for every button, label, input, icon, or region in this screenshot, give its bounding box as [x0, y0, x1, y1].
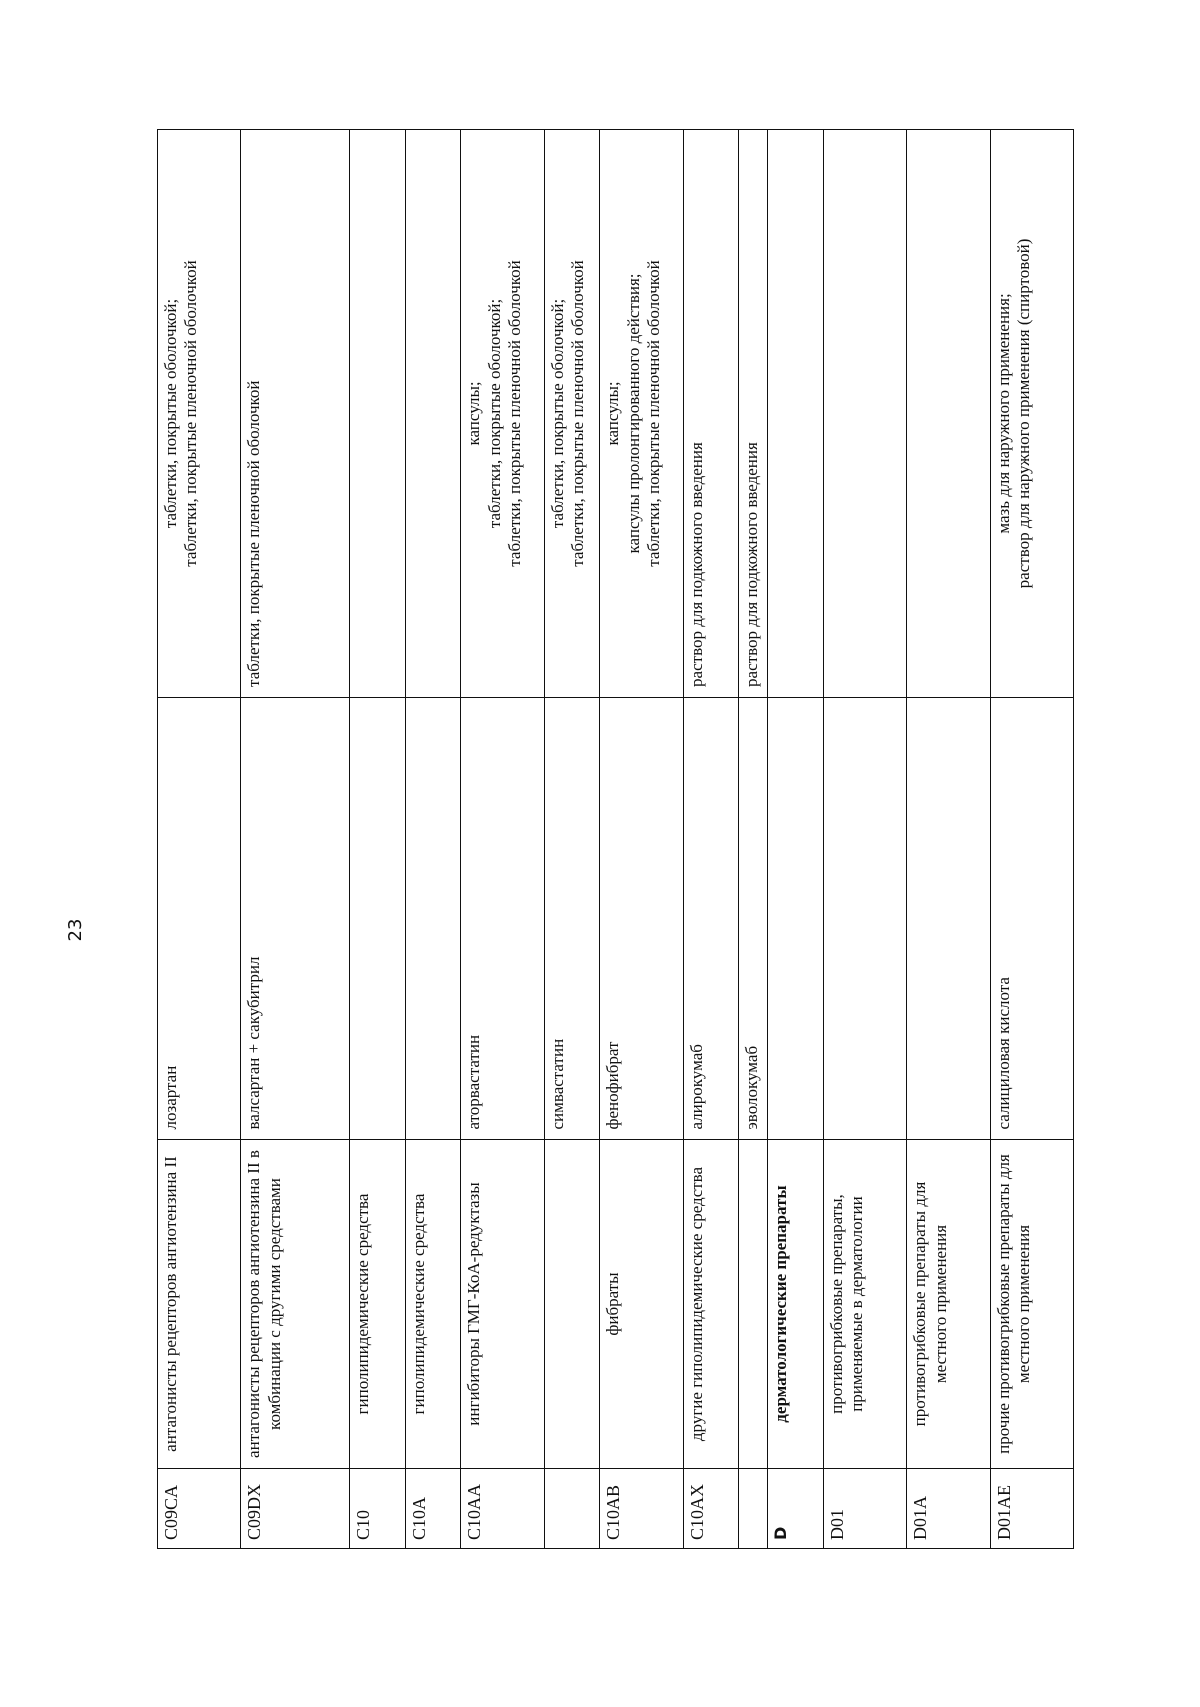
- page-number: 23: [65, 918, 86, 942]
- group-name: противогрибковые препараты, применяемые в дерматологии: [823, 1140, 906, 1468]
- group-name: гиполипидемические средства: [405, 1140, 461, 1468]
- dosage-forms: [405, 130, 461, 698]
- group-name: противогрибковые препараты для местного применения: [907, 1140, 990, 1468]
- dosage-forms: [823, 130, 906, 698]
- group-name: [544, 1140, 600, 1468]
- atc-code: C09DX: [241, 1468, 350, 1548]
- dosage-forms: раствор для подкожного введения: [683, 130, 739, 698]
- group-name: [739, 1140, 768, 1468]
- group-name: дерматологические препараты: [768, 1140, 824, 1468]
- dosage-forms: раствор для подкожного введения: [739, 130, 768, 698]
- drug-name: симвастатин: [544, 697, 600, 1140]
- drug-name: аторвастатин: [461, 697, 544, 1140]
- atc-code: [739, 1468, 768, 1548]
- drug-name: валсартан + сакубитрил: [241, 697, 350, 1140]
- group-name: антагонисты рецепторов ангиотензина II в комбинации с другими средствами: [241, 1140, 350, 1468]
- group-name: антагонисты рецепторов ангиотензина II: [158, 1140, 241, 1468]
- group-name: прочие противогрибковые препараты для местного применения: [990, 1140, 1073, 1468]
- table-row: [544, 130, 600, 1549]
- atc-code: C10AB: [600, 1468, 683, 1548]
- atc-code: C09CA: [158, 1468, 241, 1548]
- dosage-forms: капсулы; таблетки, покрытые оболочкой; таблетки, покрытые пленочной оболочкой: [461, 130, 544, 698]
- atc-code: [544, 1468, 600, 1548]
- drug-name: [405, 697, 461, 1140]
- dosage-forms: капсулы; капсулы пролонгированного действия; таблетки, покрытые пленочной оболочкой: [600, 130, 683, 698]
- drug-name: алирокумаб: [683, 697, 739, 1140]
- atc-code: C10AX: [683, 1468, 739, 1548]
- dosage-forms: таблетки, покрытые оболочкой; таблетки, покрытые пленочной оболочкой: [544, 130, 600, 698]
- table-row: [461, 130, 544, 1549]
- drug-table: [157, 129, 1074, 1549]
- atc-code: D01AE: [990, 1468, 1073, 1548]
- table-row: [350, 130, 406, 1549]
- document-table-area: [157, 129, 1200, 1540]
- atc-code: D01A: [907, 1468, 990, 1548]
- group-name: ингибиторы ГМГ-КоА-редуктазы: [461, 1140, 544, 1468]
- drug-name: салициловая кислота: [990, 697, 1073, 1140]
- table-row: [241, 130, 350, 1549]
- table-row: [823, 130, 906, 1549]
- table-row: [990, 130, 1073, 1549]
- dosage-forms: таблетки, покрытые пленочной оболочкой: [241, 130, 350, 698]
- table-row: [158, 130, 241, 1549]
- atc-code: C10A: [405, 1468, 461, 1548]
- table-row: [600, 130, 683, 1549]
- group-name: гиполипидемические средства: [350, 1140, 406, 1468]
- drug-name: [768, 697, 824, 1140]
- atc-code: C10AA: [461, 1468, 544, 1548]
- atc-code: C10: [350, 1468, 406, 1548]
- drug-name: [823, 697, 906, 1140]
- dosage-forms: [907, 130, 990, 698]
- dosage-forms: [768, 130, 824, 698]
- drug-name: фенофибрат: [600, 697, 683, 1140]
- dosage-forms: [350, 130, 406, 698]
- table-row: [768, 130, 824, 1549]
- drug-name: [350, 697, 406, 1140]
- table-row: [683, 130, 739, 1549]
- dosage-forms: таблетки, покрытые оболочкой; таблетки, покрытые пленочной оболочкой: [158, 130, 241, 698]
- drug-name: [907, 697, 990, 1140]
- group-name: другие гиполипидемические средства: [683, 1140, 739, 1468]
- table-row: [907, 130, 990, 1549]
- table-row: [739, 130, 768, 1549]
- table-row: [405, 130, 461, 1549]
- dosage-forms: мазь для наружного применения; раствор для наружного применения (спиртовой): [990, 130, 1073, 698]
- group-name: фибраты: [600, 1140, 683, 1468]
- atc-code: D: [768, 1468, 824, 1548]
- drug-name: лозартан: [158, 697, 241, 1140]
- atc-code: D01: [823, 1468, 906, 1548]
- drug-name: эволокумаб: [739, 697, 768, 1140]
